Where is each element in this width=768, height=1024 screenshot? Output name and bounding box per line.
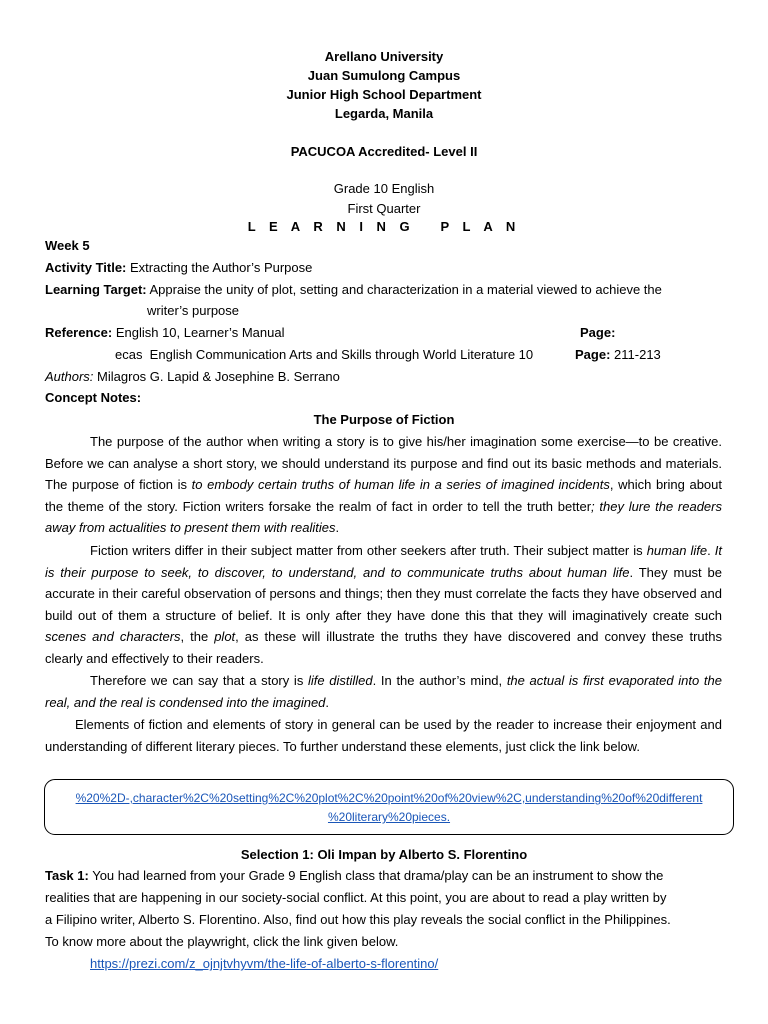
task-text-1: You had learned from your Grade 9 English class that drama/play can be an instrument to show the <box>88 868 664 883</box>
p2-text-b: human life <box>646 543 708 558</box>
activity-title-row <box>45 258 312 277</box>
playwright-link[interactable]: https://prezi.com/z_ojnjtvhyvm/the-life-of-alberto-s-florentino/ <box>90 956 439 971</box>
page-value-2: 211-213 <box>614 347 661 362</box>
university-name: Arellano University <box>324 49 444 64</box>
page-row-2 <box>575 345 661 364</box>
p2-text-f: scenes and characters <box>45 629 181 645</box>
task-line-3: a Filipino writer, Alberto S. Florentino. Also, find out how this play reveals the social conflict in the Philippines. <box>45 912 671 927</box>
paragraph-4: Elements of fiction and elements of story in general can be used by the reader to increase their enjoyment and understanding of different literary pieces. To further understand these elements, just click the link below. <box>45 717 722 754</box>
reference-row <box>45 323 284 342</box>
p3-text-e: . <box>325 694 330 710</box>
p2-text-e: . They must be accurate in their careful observation of persons and things; then they must correlate the facts they have observed and build out of them a structure of belief. It is only after they have done this that they will imaginatively create such <box>45 564 722 623</box>
week-label: Week 5 <box>45 238 90 253</box>
activity-title-value: Extracting the Author’s Purpose <box>130 260 313 275</box>
task-line-1 <box>45 866 663 885</box>
p2-text-d: It is their purpose to seek, to discover, to understand, and to communicate truths about human life <box>45 543 722 580</box>
p2-text-i: , as these will illustrate the truths they have discovered and convey these truths clearly and effectively to their readers. <box>45 629 722 666</box>
page-label-2: Page: <box>575 347 611 362</box>
p2-text-g: , the <box>180 629 215 645</box>
activity-title-label: Activity Title: <box>45 260 127 275</box>
p1-text-e: . <box>335 520 340 536</box>
section-title: The Purpose of Fiction <box>313 412 455 427</box>
grade-level: Grade 10 English <box>333 181 435 196</box>
p2-text-c: . <box>707 543 715 558</box>
task-line-2: realities that are happening in our society-social conflict. At this point, you are about to read a play written by <box>45 890 667 905</box>
learning-target-value-cont: writer’s purpose <box>147 303 240 318</box>
accreditation: PACUCOA Accredited- Level II <box>290 144 478 159</box>
task-label: Task 1: <box>45 868 89 883</box>
p1-text-a: The purpose of the author when writing a story is to give his/her imagination some exercise—to be creative. Before we can analyse a short story, we should understand its purpose and find out its basic methods and materials. The purpose of fiction is <box>45 434 722 493</box>
selection-title: Selection 1: Oli Impan by Alberto S. Florentino <box>240 847 528 862</box>
paragraph-3 <box>45 670 722 713</box>
p3-text-c: . In the author’s mind, <box>372 673 507 688</box>
p1-text-d: ; they lure the readers away from actualities to present them with realities <box>45 498 722 536</box>
p3-text-d: the actual is first evaporated into the real, and the real is condensed into the imagined <box>45 673 722 710</box>
page-label-1: Page: <box>580 325 616 340</box>
reference-1: English 10, Learner’s Manual <box>115 325 285 340</box>
p2-text-h: plot <box>214 629 236 645</box>
paragraph-2 <box>45 540 722 670</box>
authors-value: Milagros G. Lapid & Josephine B. Serrano <box>97 369 340 384</box>
learning-target-label: Learning Target: <box>45 282 147 297</box>
link-box <box>44 779 734 835</box>
fiction-elements-link[interactable]: %20%2D-,character%2C%20setting%2C%20plot%2C%20point%20of%20view%2C,understanding%20of%20different <box>75 791 703 805</box>
quarter: First Quarter <box>347 201 421 216</box>
reference-2: ecas English Communication Arts and Skills through World Literature 10 <box>115 347 534 362</box>
authors-label: Authors: <box>45 369 94 384</box>
concept-notes-label: Concept Notes: <box>45 390 142 405</box>
learning-target-value: Appraise the unity of plot, setting and characterization in a material viewed to achieve the <box>149 282 662 297</box>
department-name: Junior High School Department <box>286 87 482 102</box>
reference-label: Reference: <box>45 325 113 340</box>
fiction-elements-link-cont[interactable]: %20literary%20pieces. <box>327 810 451 824</box>
plan-title: L E A R N I N G P L A N <box>247 219 521 234</box>
paragraph-1 <box>45 431 722 539</box>
location: Legarda, Manila <box>334 106 434 121</box>
p2-text-a: Fiction writers differ in their subject matter from other seekers after truth. Their subject matter is <box>90 543 647 558</box>
p1-text-c: , which bring about the theme of the story. Fiction writers forsake the realm of fact in order to tell the truth better <box>45 477 723 514</box>
learning-target-row <box>45 280 662 299</box>
p3-text-a: Therefore we can say that a story is <box>90 673 308 688</box>
p1-text-b: to embody certain truths of human life in a series of imagined incidents <box>191 477 610 493</box>
p3-text-b: life distilled <box>308 673 373 688</box>
campus-name: Juan Sumulong Campus <box>307 68 461 83</box>
authors-row <box>45 367 340 386</box>
task-line-4: To know more about the playwright, click the link given below. <box>45 934 399 949</box>
